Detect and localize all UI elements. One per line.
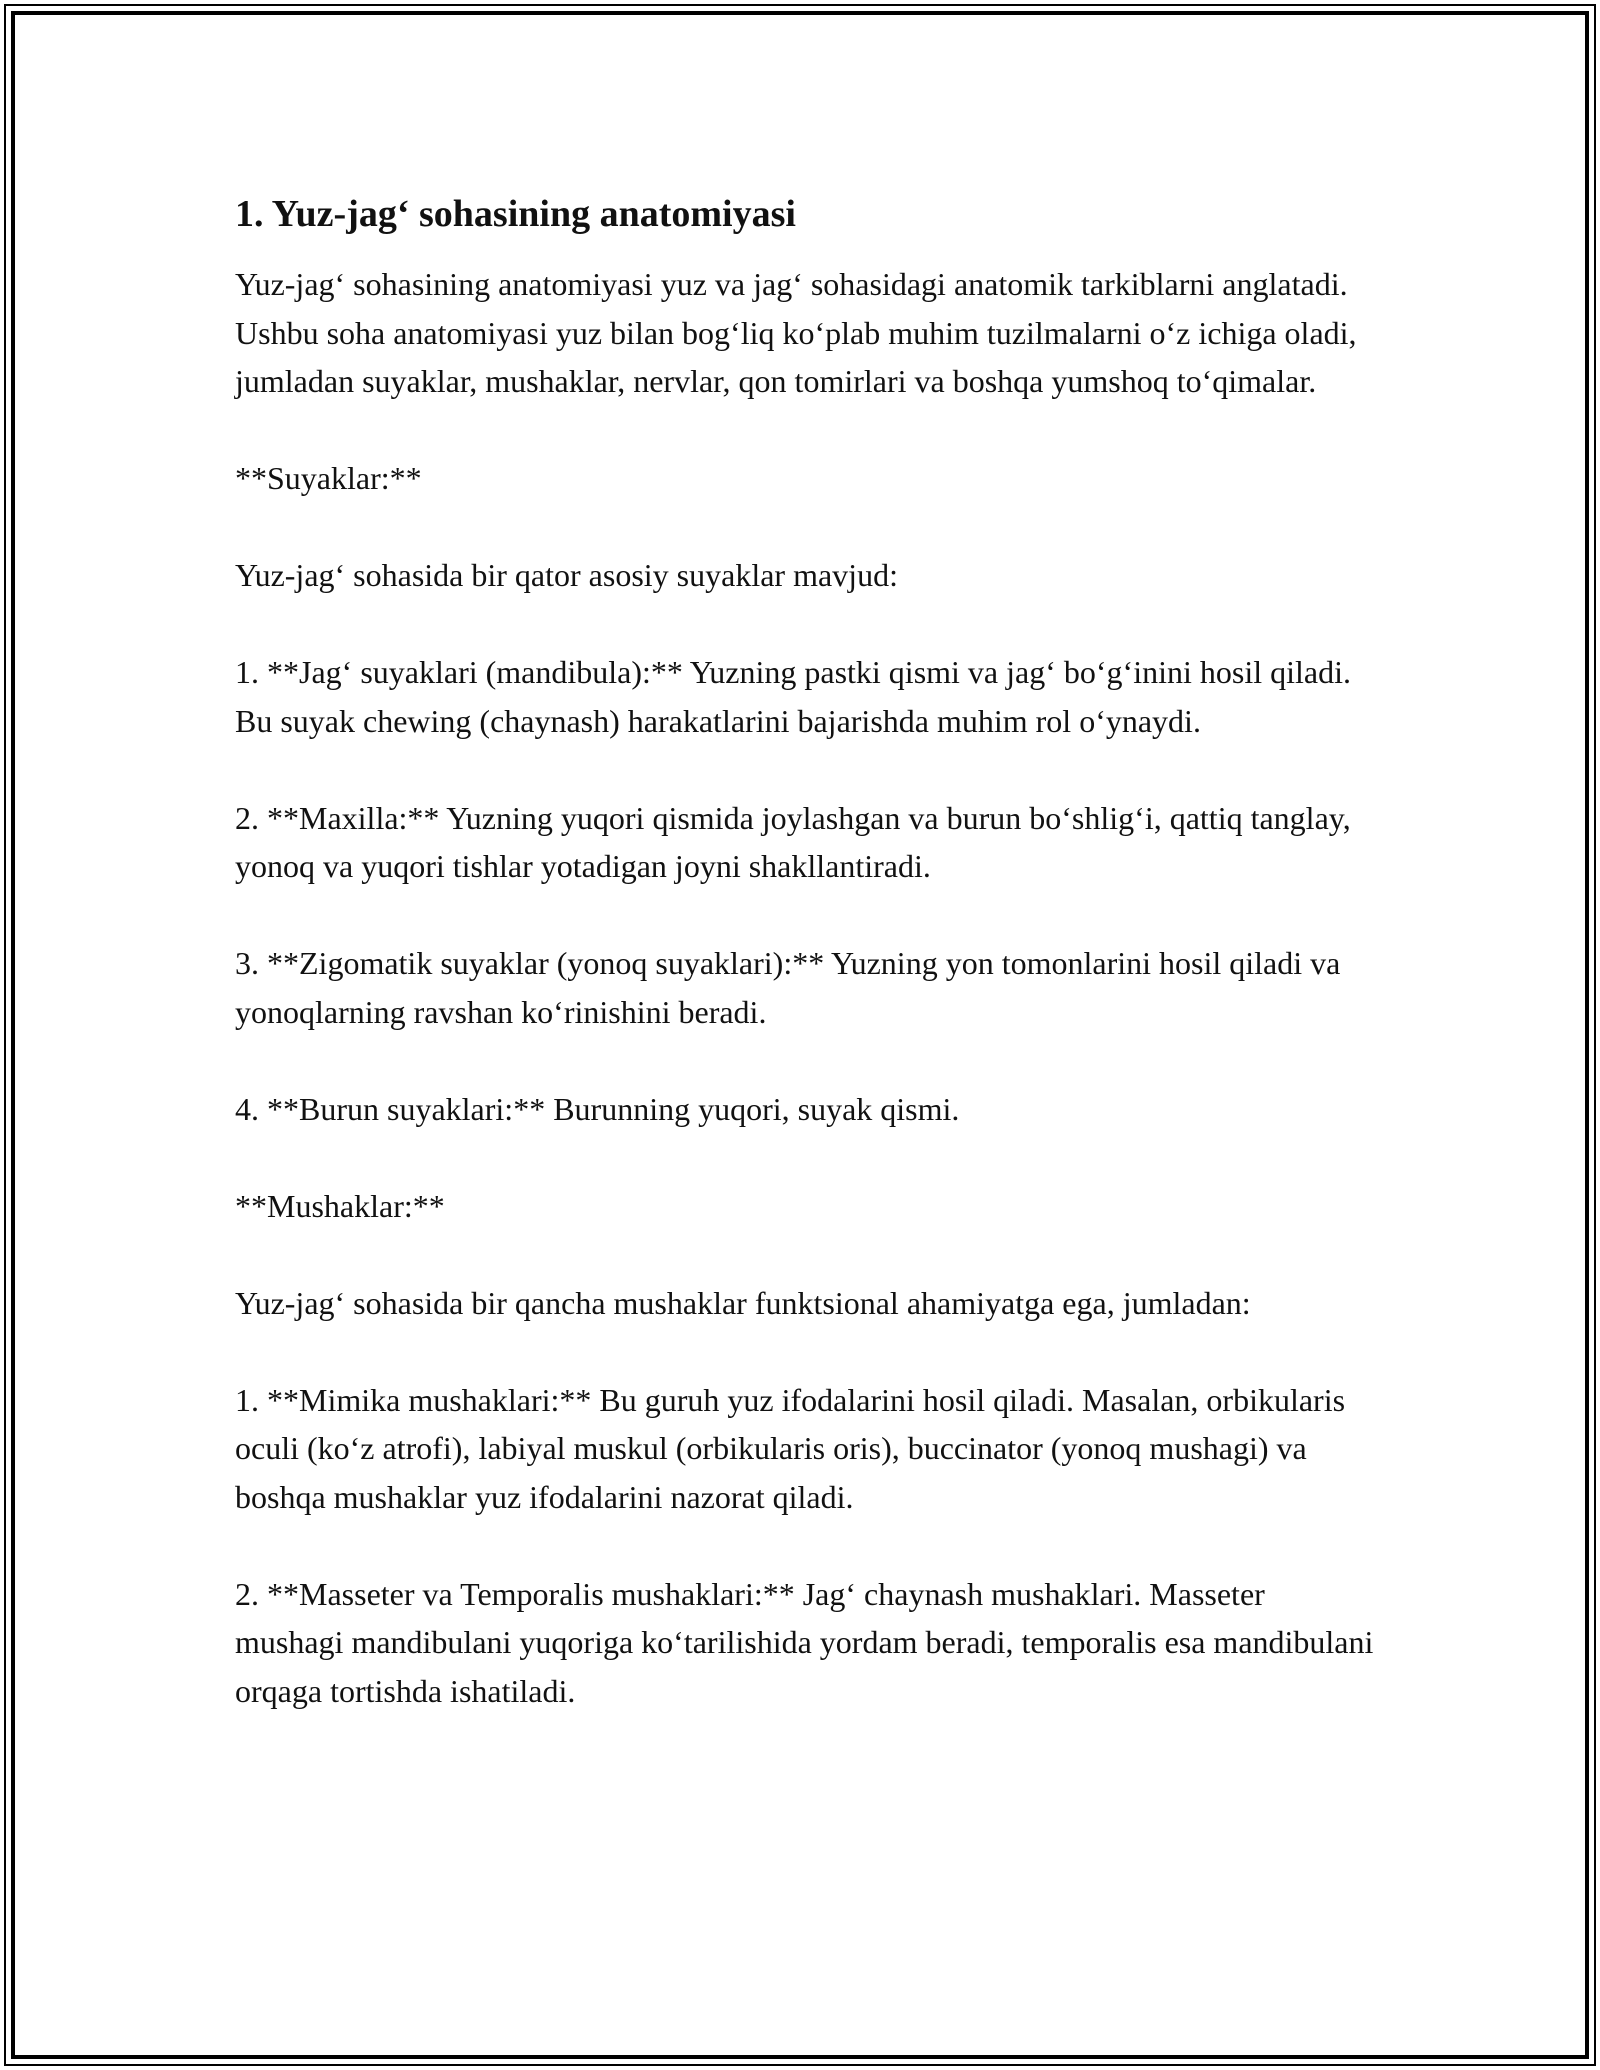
suyaklar-intro-paragraph: Yuz-jag‘ sohasida bir qator asosiy suyaklar mavjud: [235, 557, 898, 593]
list-item-burun: 4. **Burun suyaklari:** Burunning yuqori, suyak qismi. [235, 1090, 960, 1127]
list-item-mimika: 1. **Mimika mushaklari:** Bu guruh yuz ifodalarini hosil qiladi. Masalan, orbikularis oculi (ko‘z atrofi), labiyal muskul (orbikularis oris), buccinator (yonoq mushagi) va boshqa mushaklar yuz ifodalarini nazorat qiladi. [235, 1381, 1346, 1515]
mushaklar-intro-paragraph: Yuz-jag‘ sohasida bir qancha mushaklar funktsional ahamiyatga ega, jumladan: [235, 1284, 1251, 1321]
document-body [235, 186, 1375, 1764]
list-item-maxilla: 2. **Maxilla:** Yuzning yuqori qismida joylashgan va burun bo‘shlig‘i, qattiq tanglay, yonoq va yuqori tishlar yotadigan joyni shakllantiradi. [235, 799, 1351, 884]
list-item-masseter: 2. **Masseter va Temporalis mushaklari:** Jag‘ chaynash mushaklari. Masseter mushagi mandibulani yuqoriga ko‘tarilishida yordam beradi, temporalis esa mandibulani orqaga tortishda ishatiladi. [235, 1575, 1374, 1709]
document-title: 1. Yuz-jag‘ sohasining anatomiyasi [235, 193, 796, 235]
section-heading-suyaklar: **Suyaklar:** [235, 460, 422, 496]
intro-paragraph: Yuz-jag‘ sohasining anatomiyasi yuz va jag‘ sohasidagi anatomik tarkiblarni anglatadi. Ushbu soha anatomiyasi yuz bilan bog‘liq ko‘plab muhim tuzilmalarni o‘z ichiga oladi, jumladan suyaklar, mushaklar, nervlar, qon tomirlari va boshqa yumshoq to‘qimalar. [235, 266, 1357, 399]
section-heading-mushaklar: **Mushaklar:** [235, 1187, 445, 1224]
list-item-zigomatik: 3. **Zigomatik suyaklar (yonoq suyaklari):** Yuzning yon tomonlarini hosil qiladi va yonoqlarning ravshan ko‘rinishini beradi. [235, 945, 1341, 1030]
list-item-mandibula: 1. **Jag‘ suyaklari (mandibula):** Yuzning pastki qismi va jag‘ bo‘g‘inini hosil qiladi. Bu suyak chewing (chaynash) harakatlarini bajarishda muhim rol o‘ynaydi. [235, 654, 1351, 739]
